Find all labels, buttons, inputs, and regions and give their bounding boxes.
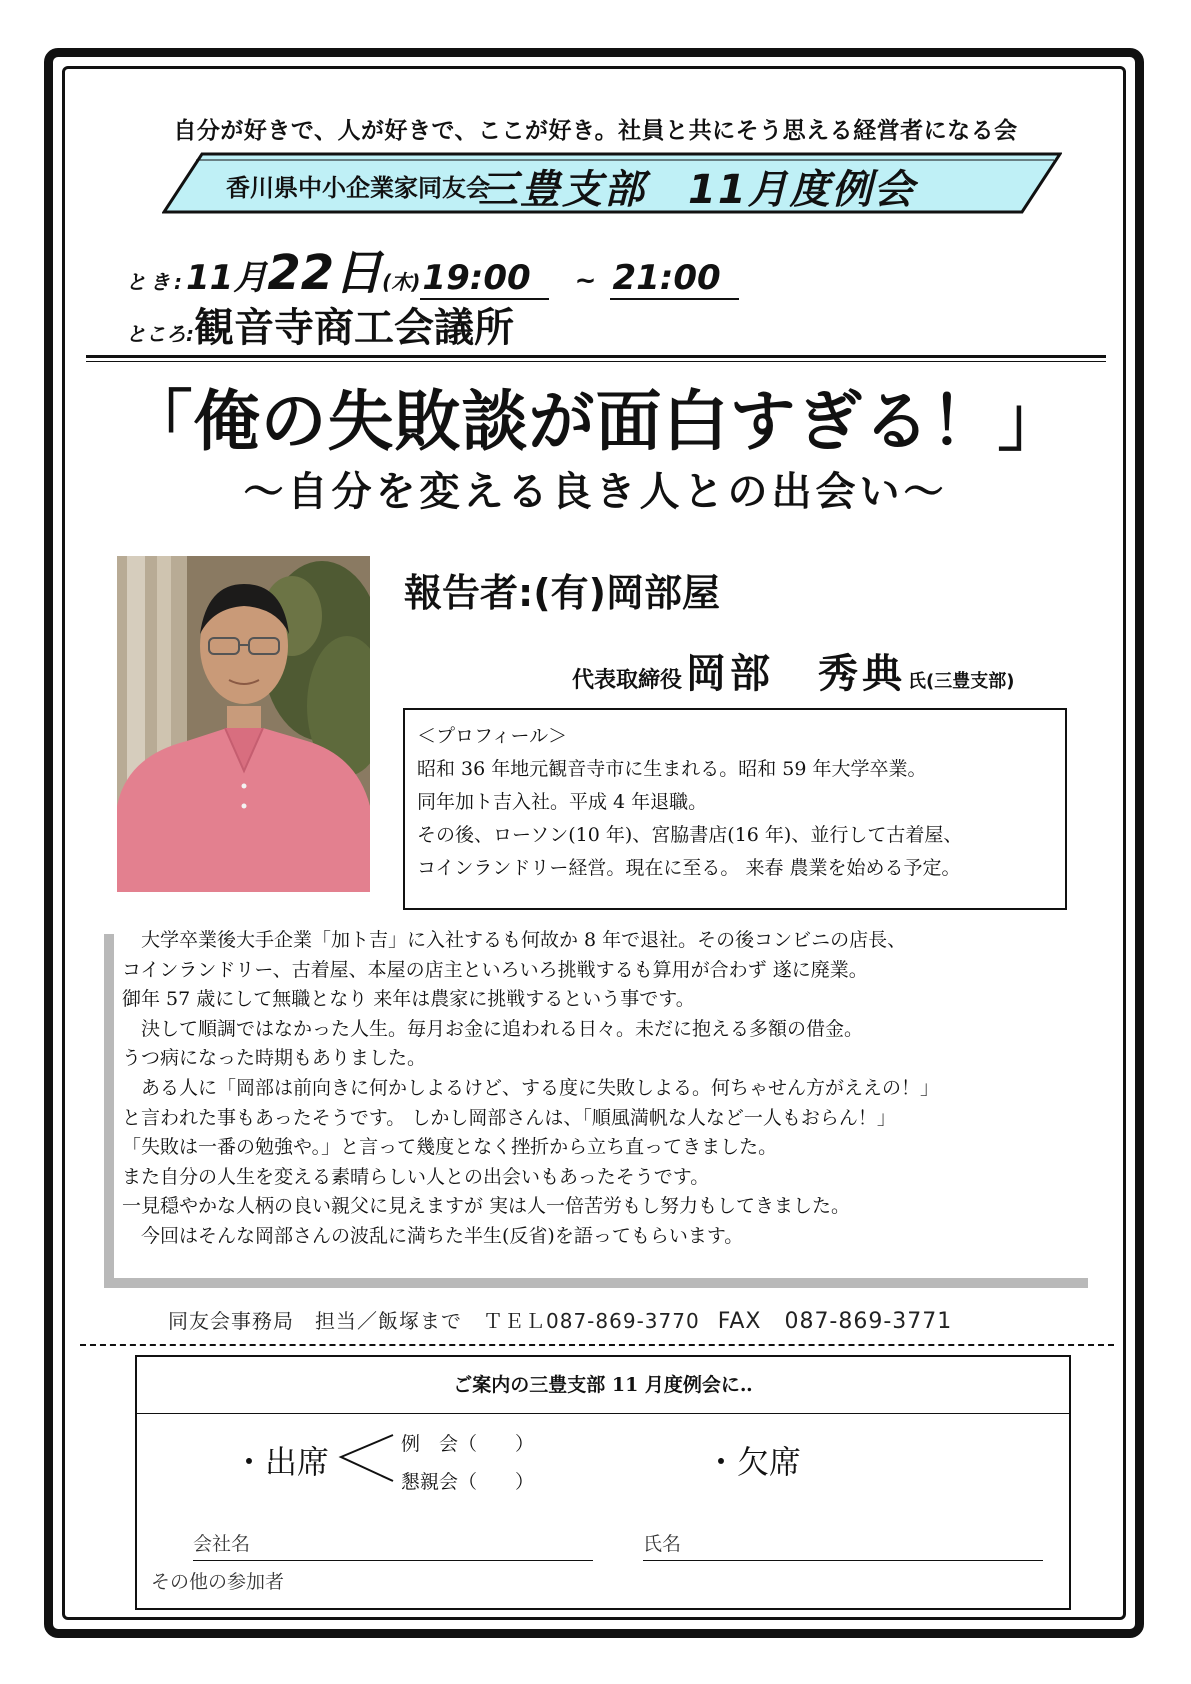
- reporter-heading: [404, 562, 720, 617]
- reporter-honorific: 氏: [908, 671, 927, 692]
- reply-heading: ご案内の三豊支部 11 月度例会に‥: [137, 1357, 1069, 1414]
- divider: [86, 355, 1106, 358]
- end-time: 21:00: [610, 258, 738, 300]
- option-party[interactable]: 懇親会（ ）: [401, 1471, 535, 1493]
- talk-subtitle: 〜自分を変える良き人との出会い〜: [243, 469, 948, 515]
- company-field[interactable]: 会社名: [193, 1529, 593, 1561]
- time-separator: ~: [574, 266, 597, 296]
- story-line: 今回はそんな岡部さんの波乱に満ちた半生(反省)を語ってもらいます。: [122, 1224, 744, 1247]
- reporter-name: 岡部 秀典: [686, 651, 907, 697]
- story-line: 御年 57 歳にして無職となり 来年は農家に挑戦するという事です。: [122, 988, 695, 1011]
- story-line: 「失敗は一番の勉強や。」と言って幾度となく挫折から立ち直ってきました。: [122, 1136, 778, 1159]
- other-participants-field[interactable]: その他の参加者: [151, 1571, 285, 1593]
- attend-bracket-icon: [337, 1429, 397, 1489]
- event-location: [126, 296, 514, 353]
- event-name: 三豊支部 11月度例会: [478, 167, 916, 213]
- reply-form: [135, 1355, 1071, 1610]
- reporter-title: [572, 642, 1014, 699]
- organization-name: 香川県中小企業家同友会: [226, 174, 490, 202]
- venue-name: 観音寺商工会議所: [194, 305, 514, 351]
- story-line: と言われた事もあったそうです。 しかし岡部さんは、「順風満帆な人など一人もおらん！」: [122, 1106, 896, 1129]
- profile-line: コインランドリー経営。現在に至る。 来春 農業を始める予定。: [417, 857, 961, 879]
- where-label: ところ:: [126, 322, 194, 346]
- portrait-illustration: [117, 556, 370, 892]
- story-line: 決して順調ではなかった人生。毎月お金に追われる日々。未だに抱える多額の借金。: [122, 1017, 864, 1040]
- tagline: 自分が好きで、人が好きで、ここが好き。社員と共にそう思える経営者になる会: [173, 117, 1018, 144]
- story-text: [122, 926, 1082, 1252]
- start-time: 19:00: [420, 258, 548, 300]
- reporter-label: 報告者:: [404, 571, 534, 615]
- story-line: 一見穏やかな人柄の良い親父に見えますが 実は人一倍苦労もし努力もしてきました。: [122, 1195, 851, 1218]
- story-shadow: [104, 934, 114, 1286]
- absent-option[interactable]: ・欠席: [705, 1443, 802, 1481]
- profile-box: [403, 708, 1067, 910]
- reporter-company: (有)岡部屋: [533, 571, 720, 615]
- contact-fax: FAX 087-869-3771: [717, 1309, 953, 1334]
- when-label: とき:: [126, 270, 186, 294]
- reporter-role: 代表取締役: [572, 668, 683, 693]
- story-line: うつ病になった時期もありました。: [122, 1047, 427, 1070]
- event-weekday: (木): [382, 270, 421, 294]
- event-date-time: [126, 234, 739, 301]
- profile-line: その後、ローソン(10 年)、宮脇書店(16 年)、並行して古着屋、: [417, 824, 963, 846]
- profile-heading: ＜プロフィール＞: [417, 725, 568, 747]
- story-line: 大学卒業後大手企業「加ト吉」に入社するも何故か 8 年で退社。その後コンビニの店長、: [122, 929, 907, 951]
- event-month: 11月: [186, 258, 268, 298]
- story-line: また自分の人生を変える素晴らしい人との出会いもあったそうです。: [122, 1165, 710, 1188]
- story-shadow-bottom: [104, 1278, 1088, 1288]
- contact-line: [168, 1304, 952, 1335]
- divider-thin: [86, 361, 1106, 362]
- story-line: コインランドリー、古着屋、本屋の店主といろいろ挑戦するも算用が合わず 遂に廃業。: [122, 958, 868, 981]
- contact-office: 同友会事務局 担当／飯塚まで ＴＥＬ087-869-3770: [168, 1309, 700, 1333]
- name-field[interactable]: 氏名: [643, 1529, 1043, 1561]
- talk-title: 「俺の失敗談が面白すぎる！」: [126, 383, 1065, 460]
- event-banner: [162, 152, 1062, 214]
- cut-line: [80, 1344, 1114, 1346]
- event-day: 22日: [267, 245, 383, 301]
- story-line: ある人に「岡部は前向きに何かしよるけど、する度に失敗しよる。何ちゃせん方がええの！」: [122, 1076, 940, 1099]
- profile-line: 同年加ト吉入社。平成 4 年退職。: [417, 791, 708, 813]
- option-meeting[interactable]: 例 会（ ）: [401, 1433, 535, 1455]
- reporter-branch: (三豊支部): [926, 671, 1015, 692]
- profile-line: 昭和 36 年地元観音寺市に生まれる。昭和 59 年大学卒業。: [417, 758, 927, 780]
- portrait-photo: [117, 556, 370, 892]
- attend-option[interactable]: ・出席: [233, 1443, 330, 1481]
